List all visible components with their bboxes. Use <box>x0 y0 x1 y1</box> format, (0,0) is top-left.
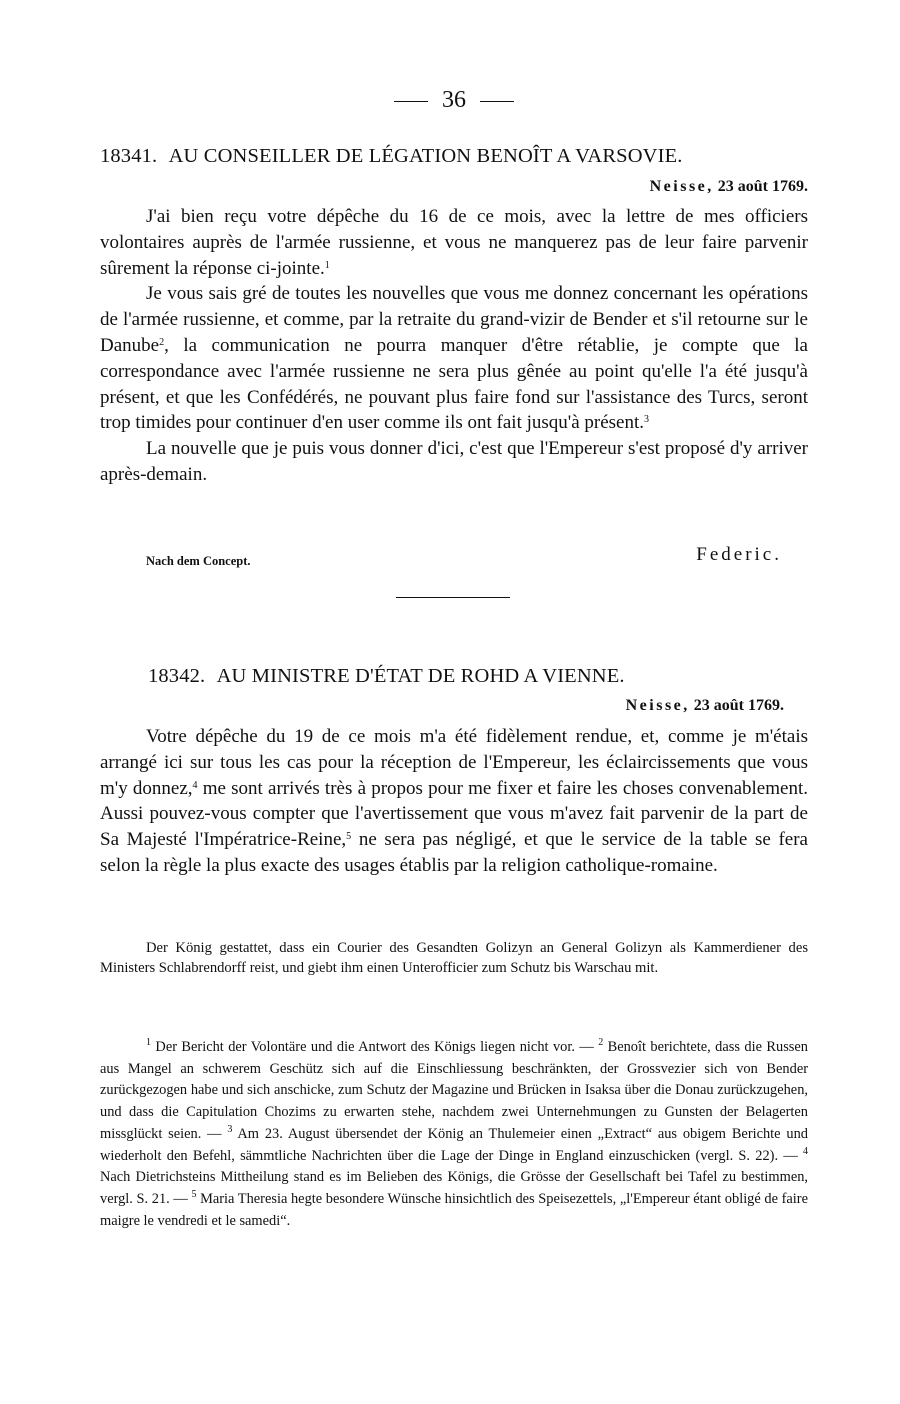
footnote-text: Maria Theresia hegte besondere Wünsche hinsichtlich des Speisezettels, „l'Empereur étant obligé de faire maigre le vendredi et le samedi“. <box>100 1190 808 1229</box>
footnote-text: Nach Dietrichsteins Mittheilung stand es im Belieben des Königs, die Grösse der Gesellschaft bei Tafel zu bestimmen, vergl. S. 21. — <box>100 1169 808 1207</box>
paragraph-text: J'ai bien reçu votre dépêche du 16 de ce mois, avec la lettre de mes officiers volontaires auprès de l'armée russienne, et vous ne manquerez pas de leur faire parvenir sûrement la réponse ci-jointe. <box>100 206 808 279</box>
footnote-text: Benoît berichtete, dass die Russen aus Mangel an schwerem Geschütz sich auf die Einschliessung beschränkten, der Grossvezier sich von Bender zurückgezogen habe und sich anschicke, zum Schutz der Magazine und Brücken in Isaksa über die Donau zurückzugehen, und dass die Capitulation Chozims zu erwarten stehe, nachdem zwei Unternehmungen zu Gunsten der Belagerten missglückt seien. — <box>100 1039 808 1142</box>
footnote-number: 1 <box>146 1037 151 1048</box>
letter-1-source-note: Nach dem Concept. <box>146 554 251 568</box>
letter-2-dateline <box>626 696 784 716</box>
footnote-number: 3 <box>227 1123 233 1135</box>
footnote-number: 5 <box>191 1188 197 1200</box>
footnote-ref: 2 <box>159 336 165 348</box>
paragraph-text: me sont arrivés très à propos pour me fixer et faire les choses convenablement. Aussi pouvez-vous compter que l'avertissement que vous m'avez fait parvenir de la part de Sa Majesté l'Impératrice-Reine, <box>100 777 808 851</box>
letter-2-number: 18342. <box>148 665 206 687</box>
letter-2-date: 23 août 1769. <box>693 697 784 714</box>
page-number <box>100 86 808 114</box>
letter-2-heading <box>148 664 856 688</box>
letter-1-heading <box>100 144 808 168</box>
letter-1-paragraph <box>100 281 808 436</box>
page-number-text: 36 <box>442 87 466 113</box>
letter-1-paragraph <box>100 436 808 488</box>
footnote-number: 2 <box>598 1037 604 1048</box>
letter-1-number: 18341. <box>100 145 158 167</box>
page-number-dash-right <box>480 101 514 102</box>
footnotes-paragraph <box>100 1037 808 1232</box>
footnotes <box>100 1037 808 1232</box>
letter-2-editor-note <box>100 938 808 978</box>
page-number-dash-left <box>394 101 428 102</box>
letter-1-paragraph <box>100 204 808 281</box>
footnote-number: 4 <box>803 1145 808 1157</box>
letter-1-signature: Federic. <box>696 544 782 565</box>
footnote-text: Der Bericht der Volontäre und die Antwort des Königs liegen nicht vor. — <box>151 1039 599 1055</box>
letter-2-title: AU MINISTRE D'ÉTAT DE ROHD A VIENNE. <box>216 665 625 687</box>
letter-1-dateline <box>650 177 808 197</box>
paragraph-text: , la communication ne pourra manquer d'être rétablie, je compte que la correspondance avec l'armée russienne ne sera plus gênée au point qu'elle l'a été jusqu'à présent, et que les Confédérés, ne pouvant plus faire fond sur l'assistance des Turcs, seront trop timides pour continuer d'en user comme ils ont fait jusqu'à présent. <box>100 334 808 434</box>
letter-1-date: 23 août 1769. <box>717 178 808 195</box>
paragraph-text: La nouvelle que je puis vous donner d'ici, c'est que l'Empereur s'est proposé d'y arriver après-demain. <box>100 438 808 485</box>
footnote-ref: 4 <box>192 779 198 791</box>
paragraph-text: Je vous sais gré de toutes les nouvelles que vous me donnez concernant les opérations de l'armée russienne, et comme, par la retraite du grand-vizir de Bender et s'il retourne sur le Danube <box>100 283 808 356</box>
paragraph-text: Votre dépêche du 19 de ce mois m'a été fidèlement rendue, et, comme je m'étais arrangé ici sur tous les cas pour la réception de l'Empereur, les éclaircissements que vous m'y donnez, <box>100 726 808 799</box>
letter-2-body <box>100 724 808 879</box>
letter-1-title: AU CONSEILLER DE LÉGATION BENOÎT A VARSOVIE. <box>168 145 683 167</box>
footnote-ref: 5 <box>346 831 352 843</box>
section-separator <box>396 597 510 598</box>
letter-2-paragraph <box>100 724 808 879</box>
paragraph-text: ne sera pas négligé, et que le service de la table se fera selon la règle la plus exacte des usages établis par la religion catholique-romaine. <box>100 829 808 876</box>
footnote-text: Am 23. August übersendet der König an Thulemeier einen „Extract“ aus obigem Berichte und wiederholt den Befehl, sämmtliche Nachrichten über die Lage der Dinge in England einzuschicken (vergl. S. 22). — <box>100 1125 808 1164</box>
letter-1-place: Neisse, <box>649 178 714 195</box>
editor-note-text: Der König gestattet, dass ein Courier des Gesandten Golizyn an General Golizyn als Kammerdiener des Ministers Schlabrendorff reist, und giebt ihm einen Unterofficier zum Schutz bis Warschau mit. <box>100 940 808 976</box>
letter-1-body <box>100 204 808 488</box>
footnote-ref: 3 <box>644 414 650 426</box>
footnote-ref: 1 <box>324 259 330 271</box>
letter-2-place: Neisse, <box>625 697 690 714</box>
